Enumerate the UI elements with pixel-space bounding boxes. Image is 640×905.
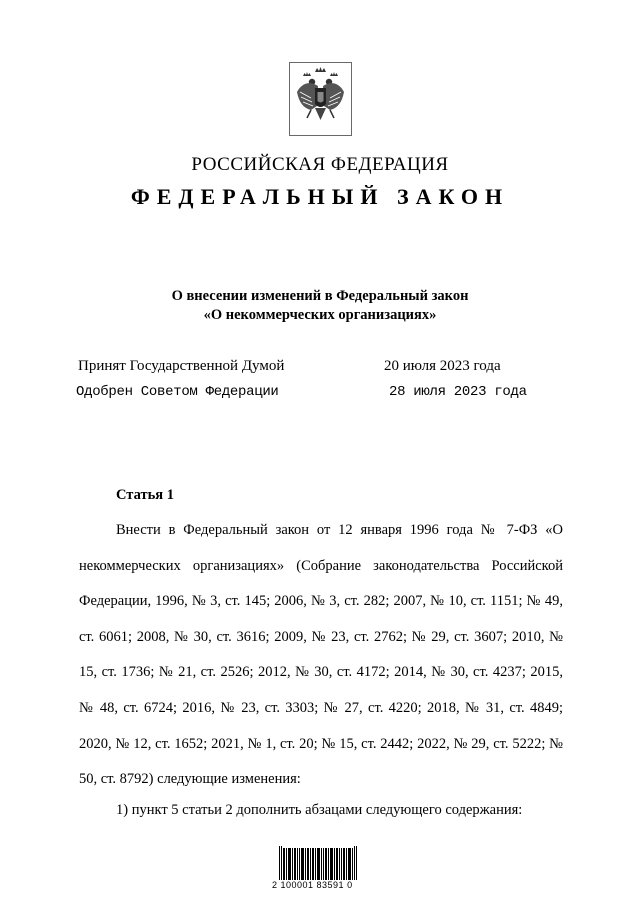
article-heading: Статья 1 <box>116 487 174 503</box>
law-title-line-2: «О некоммерческих организациях» <box>203 307 437 323</box>
adopted-date: 20 июля 2023 года <box>384 358 501 374</box>
law-title-line-1: О внесении изменений в Федеральный закон <box>171 288 469 304</box>
article-item-1: 1) пункт 5 статьи 2 дополнить абзацами следующего содержания: <box>116 802 523 818</box>
law-title <box>0 287 640 325</box>
country-heading: РОССИЙСКАЯ ФЕДЕРАЦИЯ <box>191 154 449 175</box>
approved-label: Одобрен Советом Федерации <box>76 384 279 400</box>
article-paragraph: Внести в Федеральный закон от 12 января 1996 года № 7-ФЗ «О некоммерческих организациях» (Собрание законодательства Российской Федерации, 1996, № 3, ст. 145; 2006, № 3, ст. 282; 2007, № 10, ст. 1151; № 49, ст. 6061; 2008, № 30, ст. 3616; 2009, № 23, ст. 2762; № 29, ст. 3607; 2010, № 15, ст. 1736; № 21, ст. 2526; 2012, № 30, ст. 4172; 2014, № 30, ст. 4237; 2015, № 48, ст. 6724; 2016, № 23, ст. 3303; № 27, ст. 4220; 2018, № 31, ст. 4849; 2020, № 12, ст. 1652; 2021, № 1, ст. 20; № 15, ст. 2442; 2022, № 29, ст. 5222; № 50, ст. 8792) следующие изменения: <box>79 522 563 788</box>
document-type-heading: ФЕДЕРАЛЬНЫЙ ЗАКОН <box>130 184 510 209</box>
coat-of-arms-icon <box>289 62 352 136</box>
adopted-label: Принят Государственной Думой <box>78 358 285 374</box>
barcode <box>279 846 359 882</box>
barcode-number: 2 100001 83591 0 <box>272 880 353 890</box>
approved-date: 28 июля 2023 года <box>389 384 527 400</box>
